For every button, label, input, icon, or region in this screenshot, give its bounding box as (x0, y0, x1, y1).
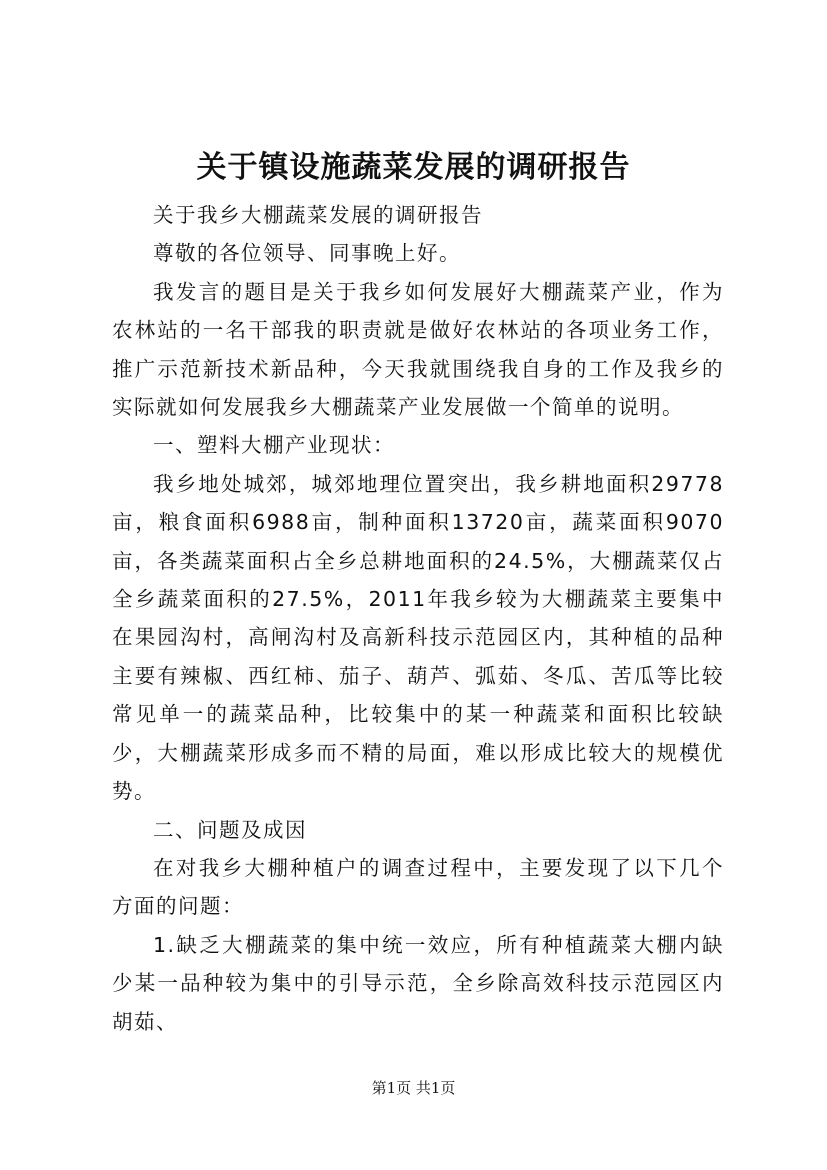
document-body (112, 196, 724, 1041)
paragraph-subtitle: 关于我乡大棚蔬菜发展的调研报告 (153, 203, 483, 227)
page-number-footer: 第1页 共1页 (371, 1079, 456, 1097)
section-heading-current-status: 一、塑料大棚产业现状： (153, 433, 395, 458)
paragraph-greeting: 尊敬的各位领导、同事晚上好。 (153, 241, 461, 266)
section-heading-problems: 二、问题及成因 (153, 817, 307, 842)
paragraph-problem-1: 1.缺乏大棚蔬菜的集中统一效应，所有种植蔬菜大棚内缺少某一品种较为集中的引导示范，全乡除高效科技示范园区内胡茹、 (112, 932, 724, 1034)
paragraph-intro: 我发言的题目是关于我乡如何发展好大棚蔬菜产业，作为农林站的一名干部我的职责就是做好农林站的各项业务工作，推广示范新技术新品种，今天我就围绕我自身的工作及我乡的实际就如何发展我乡大棚蔬菜产业发展做一个简单的说明。 (112, 279, 724, 420)
paragraph-current-status: 我乡地处城郊，城郊地理位置突出，我乡耕地面积29778亩，粮食面积6988亩，制种面积13720亩，蔬菜面积9070亩，各类蔬菜面积占全乡总耕地面积的24.5%，大棚蔬菜仅占全乡蔬菜面积的27.5%，2011年我乡较为大棚蔬菜主要集中在果园沟村，高闸沟村及高新科技示范园区内，其种植的品种主要有辣椒、西红柿、茄子、葫芦、弧茹、冬瓜、苦瓜等比较常见单一的蔬菜品种，比较集中的某一种蔬菜和面积比较缺少，大棚蔬菜形成多而不精的局面，难以形成比较大的规模优势。 (112, 471, 724, 804)
paragraph-problems-intro: 在对我乡大棚种植户的调查过程中，主要发现了以下几个方面的问题： (112, 855, 724, 919)
document-title: 关于镇设施蔬菜发展的调研报告 (196, 150, 631, 185)
